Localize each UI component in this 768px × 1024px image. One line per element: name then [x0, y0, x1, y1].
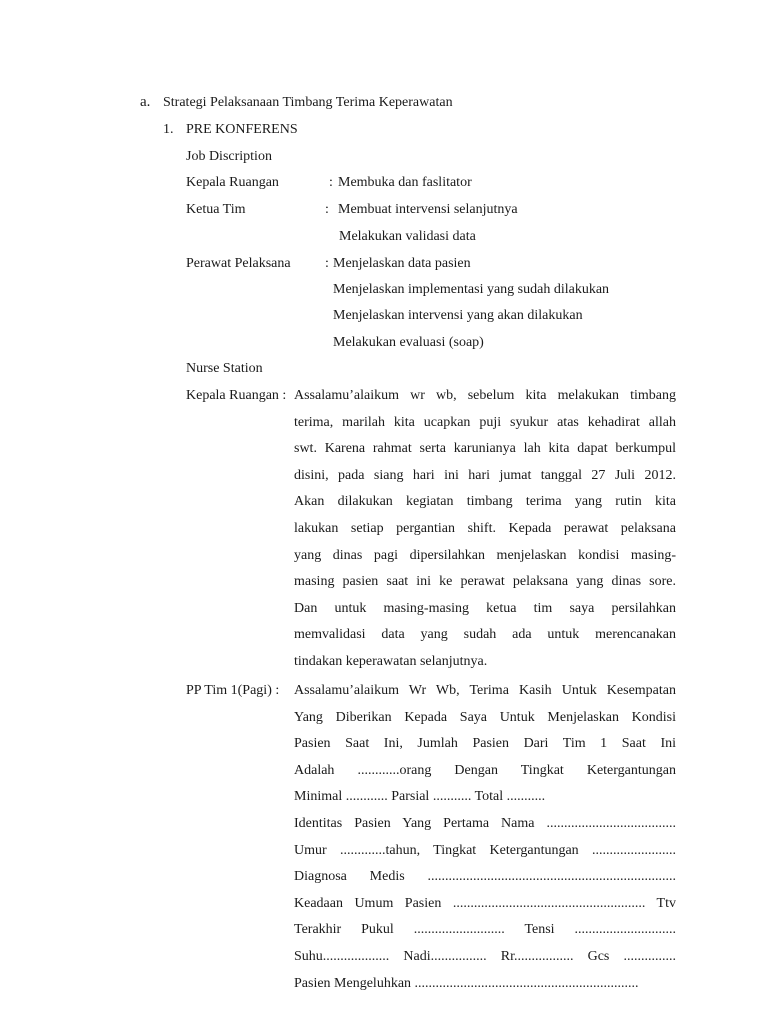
speech-line: disini, pada siang hari ini hari jumat tanggal 27 Juli 2012.	[294, 467, 676, 483]
form-line: Terakhir Pukul .......................... Tensi .............................	[294, 922, 676, 938]
perawat-pelaksana-colon: :	[325, 256, 329, 271]
kepala-ruangan-colon: :	[329, 175, 333, 190]
speech-line: yang dinas pagi dipersilahkan menjelaskan kondisi masing-	[294, 547, 676, 563]
item-number: 1.	[163, 122, 174, 137]
section-title: Strategi Pelaksanaan Timbang Terima Keperawatan	[163, 95, 453, 110]
ketua-tim-task-1: Membuat intervensi selanjutnya	[338, 202, 518, 217]
kepala-ruangan-speaker: Kepala Ruangan :	[186, 388, 287, 403]
ketua-tim-colon: :	[325, 202, 329, 217]
speech-line: masing pasien saat ini ke perawat pelaksana yang dinas sore.	[294, 574, 676, 590]
kepala-ruangan-speech	[294, 387, 676, 680]
speech-line: Adalah ............orang Dengan Tingkat Ketergantungan	[294, 762, 676, 778]
speech-line: Assalamu’alaikum Wr Wb, Terima Kasih Untuk Kesempatan	[294, 683, 676, 698]
section-marker: a.	[140, 94, 151, 110]
speech-line: lakukan setiap pergantian shift. Kepada perawat pelaksana	[294, 520, 676, 536]
perawat-pelaksana-task-4: Melakukan evaluasi (soap)	[333, 335, 484, 350]
form-line: Keadaan Umum Pasien ....................................................... Ttv	[294, 895, 676, 911]
speech-line: Dan untuk masing-masing ketua tim saya persilahkan	[294, 600, 676, 616]
speech-line: Pasien Saat Ini, Jumlah Pasien Dari Tim 1 Saat Ini	[294, 736, 676, 752]
ketua-tim-label: Ketua Tim	[186, 202, 246, 217]
pp-tim-1-speech	[294, 682, 676, 815]
form-line: Suhu................... Nadi................ Rr................. Gcs ...............	[294, 948, 676, 964]
speech-line: Assalamu’alaikum wr wb, sebelum kita melakukan timbang	[294, 388, 676, 403]
kepala-ruangan-label: Kepala Ruangan	[186, 175, 279, 190]
kepala-ruangan-task: Membuka dan faslitator	[338, 175, 472, 190]
job-heading: Job Discription	[186, 149, 272, 164]
nurse-station-heading: Nurse Station	[186, 361, 263, 376]
form-line: Diagnosa Medis .......................................................................	[294, 869, 676, 885]
perawat-pelaksana-task-3: Menjelaskan intervensi yang akan dilakukan	[333, 308, 583, 323]
speech-line: memvalidasi data yang sudah ada untuk merencanakan	[294, 627, 676, 643]
speech-line: Yang Diberikan Kepada Saya Untuk Menjelaskan Kondisi	[294, 709, 676, 725]
form-line: Identitas Pasien Yang Pertama Nama .....................................	[294, 816, 676, 831]
form-line: Pasien Mengeluhkan ................................................................	[294, 975, 639, 991]
speech-line: terima, marilah kita ucapkan puji syukur atas kehadirat allah	[294, 414, 676, 430]
item-title: PRE KONFERENS	[186, 122, 298, 137]
speech-line: Minimal ............ Parsial ........... Total ...........	[294, 789, 546, 805]
pp-tim-1-speaker: PP Tim 1(Pagi) :	[186, 683, 280, 698]
perawat-pelaksana-task-1: Menjelaskan data pasien	[333, 256, 471, 271]
perawat-pelaksana-label: Perawat Pelaksana	[186, 256, 291, 271]
speech-line: Akan dilakukan kegiatan timbang terima yang rutin kita	[294, 494, 676, 510]
form-line: Umur .............tahun, Tingkat Ketergantungan ........................	[294, 842, 676, 858]
speech-line: tindakan keperawatan selanjutnya.	[294, 653, 488, 669]
patient-form	[294, 815, 676, 1001]
speech-line: swt. Karena rahmat serta karunianya lah kita dapat berkumpul	[294, 441, 676, 457]
ketua-tim-task-2: Melakukan validasi data	[339, 229, 476, 244]
perawat-pelaksana-task-2: Menjelaskan implementasi yang sudah dilakukan	[333, 282, 610, 297]
